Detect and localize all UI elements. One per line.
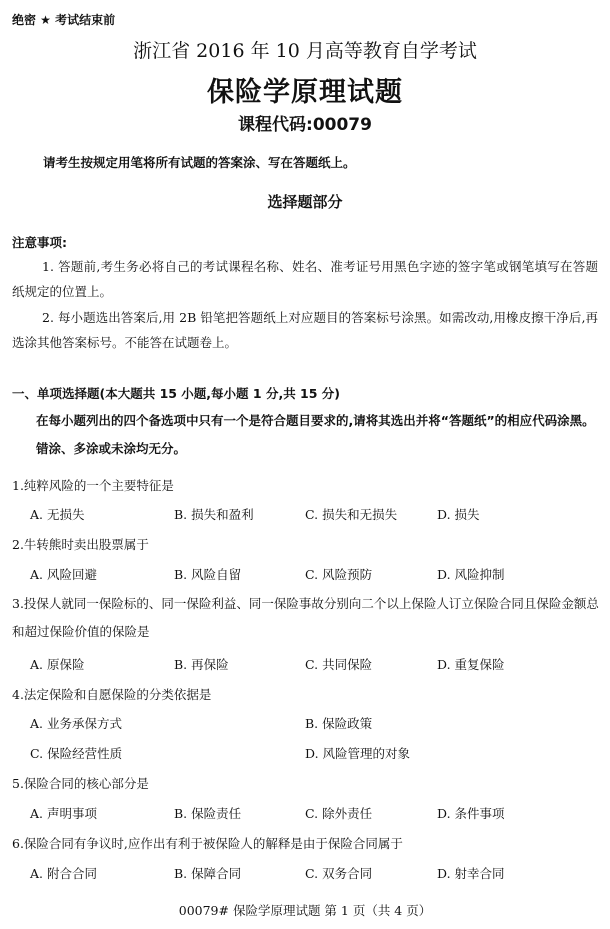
- question-4-stem: 4.法定保险和自愿保险的分类依据是: [12, 687, 212, 702]
- question-3-stem: 3.投保人就同一保险标的、同一保险利益、同一保险事故分别向二个以上保险人订立保险合同且保险金额总和超过保险价值的保险是: [12, 596, 599, 639]
- question-3-option-b: B. 再保险: [174, 657, 229, 672]
- question-1-option-b: B. 损失和盈利: [174, 507, 254, 522]
- question-4-option-c: C. 保险经营性质: [30, 746, 123, 761]
- section-heading: 一、单项选择题(本大题共 15 小题,每小题 1 分,共 15 分): [12, 386, 341, 401]
- question-5-option-d: D. 条件事项: [437, 806, 505, 821]
- exam-title: 浙江省 2016 年 10 月高等教育自学考试: [133, 40, 477, 62]
- question-3-option-d: D. 重复保险: [437, 657, 505, 672]
- question-5-option-a: A. 声明事项: [30, 806, 97, 821]
- note-item-2: 2. 每小题选出答案后,用 2B 铅笔把答题纸上对应题目的答案标号涂黑。如需改动,用橡皮擦干净后,再选涂其他答案标号。不能答在试题卷上。: [12, 310, 598, 350]
- question-2-stem: 2.牛转熊时卖出股票属于: [12, 537, 149, 552]
- question-6-option-b: B. 保障合同: [174, 866, 242, 881]
- question-4-option-d: D. 风险管理的对象: [305, 746, 411, 761]
- question-1-option-c: C. 损失和无损失: [305, 507, 398, 522]
- question-6-option-c: C. 双务合同: [305, 866, 373, 881]
- question-2-option-b: B. 风险自留: [174, 567, 242, 582]
- question-2-option-a: A. 风险回避: [30, 567, 97, 582]
- page-footer: 00079# 保险学原理试题 第 1 页（共 4 页）: [178, 903, 432, 918]
- question-6-option-a: A. 附合合同: [30, 866, 97, 881]
- question-1-stem: 1.纯粹风险的一个主要特征是: [12, 478, 174, 493]
- question-5-option-c: C. 除外责任: [305, 806, 373, 821]
- note-item-1: 1. 答题前,考生务必将自己的考试课程名称、姓名、准考证号用黑色字迹的签字笔或钢笔填写在答题纸规定的位置上。: [12, 259, 598, 299]
- question-5-stem: 5.保险合同的核心部分是: [12, 776, 149, 791]
- course-code: 课程代码:00079: [238, 115, 372, 135]
- confidential-label: 绝密 ★ 考试结束前: [12, 13, 116, 27]
- question-2-option-d: D. 风险抑制: [437, 567, 505, 582]
- question-4-option-b: B. 保险政策: [305, 716, 373, 731]
- notes-title: 注意事项:: [12, 235, 67, 250]
- question-4-option-a: A. 业务承保方式: [30, 716, 122, 731]
- question-3-option-a: A. 原保险: [30, 657, 85, 672]
- question-6-stem: 6.保险合同有争议时,应作出有利于被保险人的解释是由于保险合同属于: [12, 836, 403, 851]
- answer-instruction: 请考生按规定用笔将所有试题的答案涂、写在答题纸上。: [43, 155, 356, 170]
- question-6-option-d: D. 射幸合同: [437, 866, 505, 881]
- part-title: 选择题部分: [267, 193, 343, 211]
- paper-title: 保险学原理试题: [207, 77, 403, 108]
- question-1-option-d: D. 损失: [437, 507, 480, 522]
- question-3-option-c: C. 共同保险: [305, 657, 373, 672]
- question-2-option-c: C. 风险预防: [305, 567, 373, 582]
- section-description: 在每小题列出的四个备选项中只有一个是符合题目要求的,请将其选出并将“答题纸”的相应代码涂黑。错涂、多涂或未涂均无分。: [36, 413, 595, 456]
- question-1-option-a: A. 无损失: [30, 507, 85, 522]
- question-5-option-b: B. 保险责任: [174, 806, 242, 821]
